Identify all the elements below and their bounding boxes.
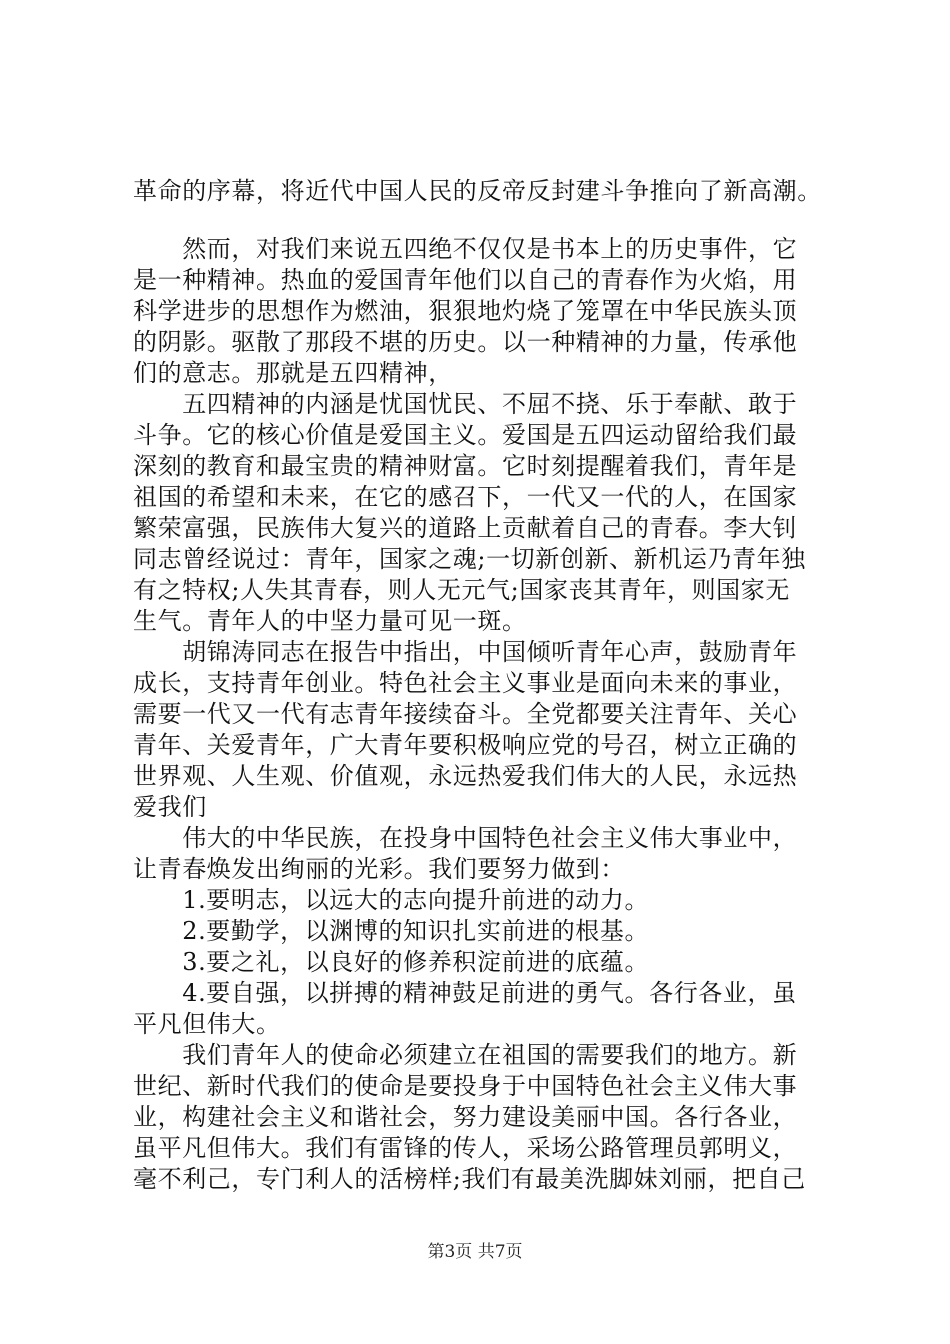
- text-line: 胡锦涛同志在报告中指出，中国倾听青年心声，鼓励青年: [133, 638, 798, 666]
- text-line: 青年、关爱青年，广大青年要积极响应党的号召，树立正确的: [133, 731, 798, 759]
- text-line: 有之特权;人失其青春，则人无元气;国家丧其青年，则国家无: [133, 576, 790, 604]
- text-line: 业，构建社会主义和谐社会，努力建设美丽中国。各行各业，: [133, 1103, 798, 1131]
- text-line: 平凡但伟大。: [133, 1010, 281, 1038]
- text-line: 世界观、人生观、价值观，永远热爱我们伟大的人民，永远热: [133, 762, 798, 790]
- text-line: 五四精神的内涵是忧国忧民、不屈不挠、乐于奉献、敢于: [133, 390, 798, 418]
- list-item: 1.要明志，以远大的志向提升前进的动力。: [133, 886, 650, 914]
- text-line: 然而，对我们来说五四绝不仅仅是书本上的历史事件，它: [133, 235, 798, 263]
- list-item: 4.要自强，以拼搏的精神鼓足前进的勇气。各行各业，虽: [133, 979, 797, 1007]
- text-line: 成长，支持青年创业。特色社会主义事业是面向未来的事业，: [133, 669, 798, 697]
- text-line: 虽平凡但伟大。我们有雷锋的传人，采场公路管理员郭明义，: [133, 1134, 798, 1162]
- text-line: 科学进步的思想作为燃油，狠狠地灼烧了笼罩在中华民族头顶: [133, 297, 798, 325]
- text-line: 革命的序幕，将近代中国人民的反帝反封建斗争推向了新高潮。: [133, 177, 822, 205]
- text-line: 同志曾经说过：青年，国家之魂;一切新创新、新机运乃青年独: [133, 545, 806, 573]
- page-footer: 第3页 共7页: [427, 1242, 523, 1262]
- text-line: 们的意志。那就是五四精神，: [133, 359, 453, 387]
- text-line: 深刻的教育和最宝贵的精神财富。它时刻提醒着我们，青年是: [133, 452, 798, 480]
- text-line: 祖国的希望和未来，在它的感召下，一代又一代的人，在国家: [133, 483, 798, 511]
- text-line: 繁荣富强，民族伟大复兴的道路上贡献着自己的青春。李大钊: [133, 514, 798, 542]
- text-line: 斗争。它的核心价值是爱国主义。爱国是五四运动留给我们最: [133, 421, 798, 449]
- list-item: 2.要勤学，以渊博的知识扎实前进的根基。: [133, 917, 650, 945]
- text-line: 是一种精神。热血的爱国青年他们以自己的青春作为火焰，用: [133, 266, 798, 294]
- text-line: 我们青年人的使命必须建立在祖国的需要我们的地方。新: [133, 1041, 798, 1069]
- text-line: 让青春焕发出绚丽的光彩。我们要努力做到：: [133, 855, 625, 883]
- text-line: 生气。青年人的中坚力量可见一斑。: [133, 607, 527, 635]
- text-line: 的阴影。驱散了那段不堪的历史。以一种精神的力量，传承他: [133, 328, 798, 356]
- text-line: 爱我们: [133, 793, 207, 821]
- text-line: 伟大的中华民族，在投身中国特色社会主义伟大事业中，: [133, 824, 798, 852]
- text-line: 世纪、新时代我们的使命是要投身于中国特色社会主义伟大事: [133, 1072, 798, 1100]
- list-item: 3.要之礼，以良好的修养积淀前进的底蕴。: [133, 948, 650, 976]
- text-line: 需要一代又一代有志青年接续奋斗。全党都要关注青年、关心: [133, 700, 798, 728]
- text-line: 毫不利己，专门利人的活榜样;我们有最美洗脚妹刘丽，把自己: [133, 1165, 806, 1193]
